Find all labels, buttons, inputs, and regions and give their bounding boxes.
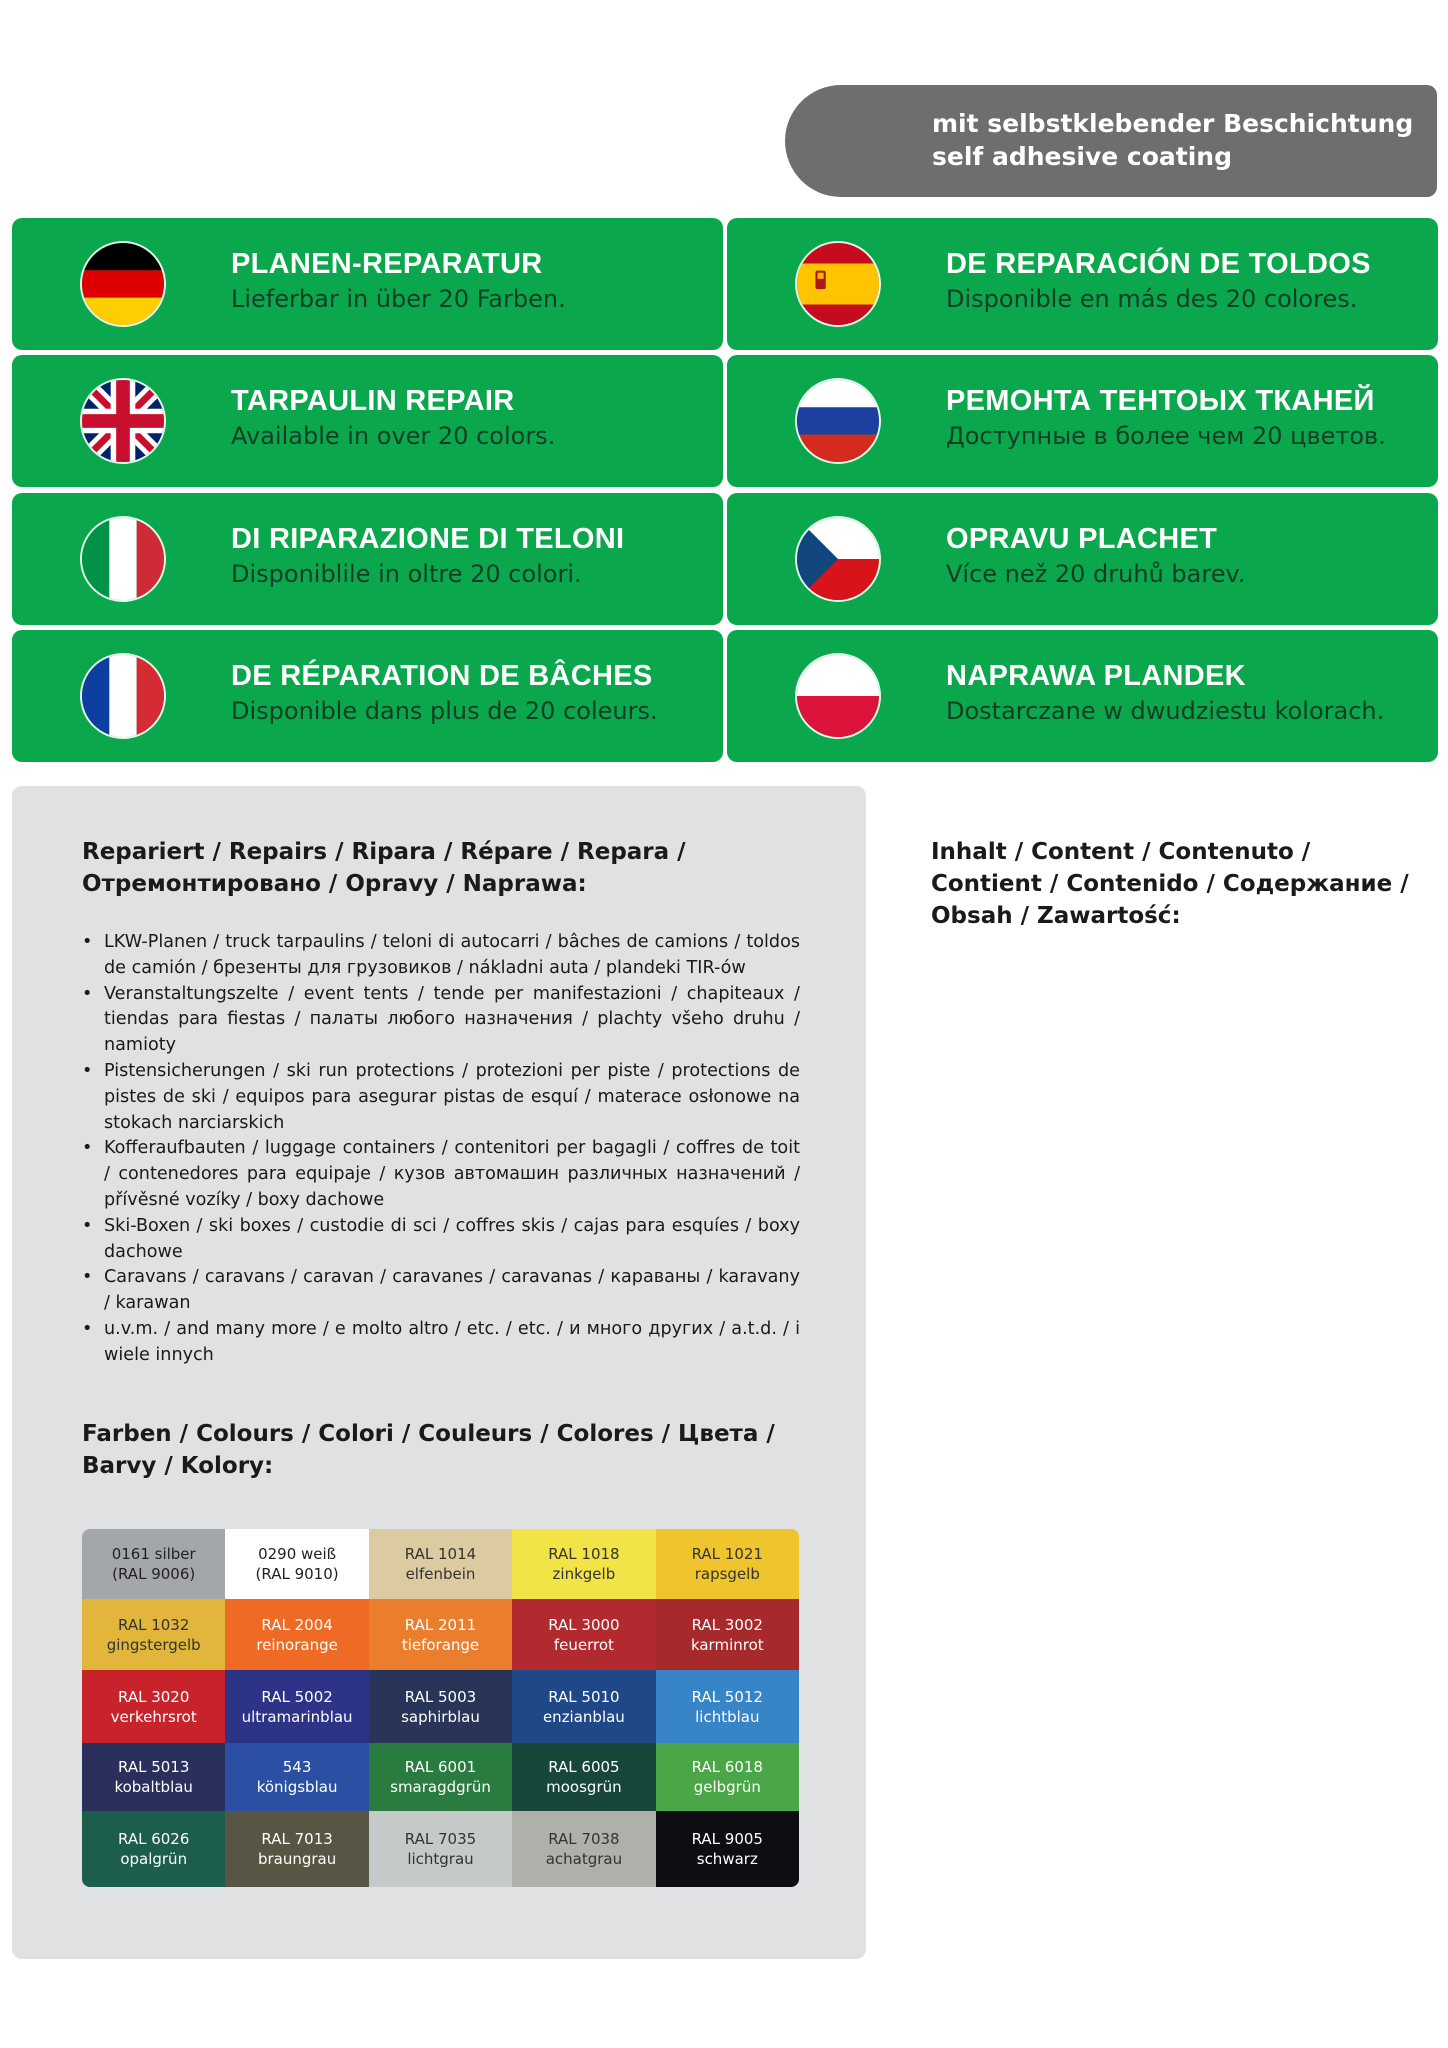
- list-item: • Kofferaufbauten / luggage containers / contenitori per bagagli / coffres de toit / contenedores para equipaje / кузов автомашин различных назначений / přívěsné vozíky / boxy dachowe: [82, 1136, 800, 1213]
- coating-label-de: mit selbstklebender Beschichtung: [932, 109, 1414, 138]
- swatch-code: RAL 1014: [404, 1545, 477, 1563]
- swatch-code: RAL 2011: [404, 1615, 477, 1634]
- colour-swatch: [512, 1811, 655, 1887]
- italy-flag-icon: [82, 518, 164, 600]
- card-title: TARPAULIN REPAIR: [231, 385, 515, 417]
- swatch-name: rapsgelb: [694, 1565, 760, 1583]
- colours-heading-line2: Barvy / Kolory:: [82, 1453, 274, 1479]
- card-subtitle: Dostarczane w dwudziestu kolorach.: [946, 697, 1385, 725]
- colour-swatch: [82, 1529, 225, 1599]
- colour-swatch: [225, 1599, 368, 1670]
- list-item: • Ski-Boxen / ski boxes / custodie di sci / coffres skis / cajas para esquíes / boxy dachowe: [82, 1214, 800, 1266]
- card-subtitle: Disponible dans plus de 20 coleurs.: [231, 697, 658, 725]
- language-card-spanish: [727, 218, 1438, 350]
- card-subtitle: Disponiblile in oltre 20 colori.: [231, 560, 582, 588]
- list-item: • LKW-Planen / truck tarpaulins / teloni di autocarri / bâches de camions / toldos de camión / брезенты для грузовиков / nákladni auta / plandeki TIR-ów: [82, 930, 800, 982]
- language-card-russian: [727, 355, 1438, 487]
- colour-swatch: [369, 1811, 512, 1887]
- coating-label-en: self adhesive coating: [932, 142, 1232, 171]
- swatch-name: ultramarinblau: [241, 1707, 353, 1726]
- card-title: OPRAVU PLACHET: [946, 523, 1218, 555]
- swatch-code: RAL 1032: [118, 1615, 190, 1634]
- swatch-code: RAL 2004: [261, 1615, 333, 1634]
- swatch-name: lichtgrau: [407, 1850, 474, 1868]
- contents-heading-line3: Obsah / Zawartość:: [931, 903, 1181, 929]
- swatch-name: reinorange: [256, 1635, 338, 1654]
- colour-swatch: [369, 1670, 512, 1743]
- swatch-name: karminrot: [690, 1635, 764, 1654]
- colour-swatch: [82, 1811, 225, 1887]
- colour-swatch: [225, 1743, 368, 1811]
- colour-swatch: [512, 1599, 655, 1670]
- card-title: PLANEN-REPARATUR: [231, 248, 543, 280]
- card-subtitle: Disponible en más des 20 colores.: [946, 285, 1358, 313]
- swatch-code: RAL 3002: [691, 1615, 763, 1634]
- swatch-name: saphirblau: [401, 1707, 480, 1726]
- colour-swatch: [369, 1743, 512, 1811]
- swatch-code: RAL 7038: [548, 1830, 620, 1848]
- colour-swatch: [656, 1811, 799, 1887]
- swatch-name: smaragdgrün: [390, 1778, 491, 1796]
- contents-heading-line2: Contient / Contenido / Содержание /: [931, 871, 1409, 897]
- swatch-name: kobaltblau: [114, 1778, 193, 1796]
- list-item: • Veranstaltungszelte / event tents / tende per manifestazioni / chapiteaux / tiendas para fiestas / палаты любого назначения / plachty všeho druhu / namioty: [82, 982, 800, 1059]
- swatch-name: opalgrün: [120, 1850, 188, 1868]
- colour-swatch: [82, 1599, 225, 1670]
- colour-swatch: [82, 1670, 225, 1743]
- list-item: • Caravans / caravans / caravan / caravanes / caravanas / караваны / karavany / karawan: [82, 1265, 800, 1317]
- swatch-code: RAL 1021: [691, 1545, 763, 1563]
- swatch-code: RAL 5013: [118, 1758, 190, 1776]
- card-title: DI RIPARAZIONE DI TELONI: [231, 523, 625, 555]
- swatch-name: feuerrot: [553, 1635, 614, 1654]
- swatch-name: braungrau: [257, 1850, 337, 1868]
- swatch-name: moosgrün: [546, 1778, 622, 1796]
- colours-heading-line1: Farben / Colours / Colori / Couleurs / Colores / Цвета /: [82, 1421, 775, 1447]
- colour-swatch: [512, 1529, 655, 1599]
- colour-swatch: [82, 1743, 225, 1811]
- card-title: РЕМОНТА ТЕНТОЫХ ТКАНЕЙ: [946, 385, 1375, 417]
- czech-flag-icon: [797, 518, 879, 600]
- card-subtitle: Доступные в более чем 20 цветов.: [946, 422, 1386, 450]
- swatch-code: RAL 9005: [691, 1830, 763, 1848]
- swatch-name: tieforange: [401, 1635, 480, 1654]
- swatch-name: gelbgrün: [693, 1778, 761, 1796]
- language-card-czech: [727, 493, 1438, 625]
- swatch-code: RAL 6005: [548, 1758, 620, 1776]
- swatch-name: elfenbein: [405, 1565, 476, 1583]
- swatch-code: RAL 3020: [118, 1687, 190, 1706]
- swatch-name: (RAL 9006): [112, 1565, 196, 1583]
- language-card-polish: [727, 630, 1438, 762]
- card-subtitle: Více než 20 druhů barev.: [946, 560, 1246, 588]
- swatch-code: RAL 7035: [404, 1830, 477, 1848]
- card-title: DE RÉPARATION DE BÂCHES: [231, 660, 653, 692]
- colour-swatch: [369, 1599, 512, 1670]
- colour-swatch: [656, 1743, 799, 1811]
- swatch-name: lichtblau: [695, 1707, 760, 1726]
- language-card-italian: [12, 493, 723, 625]
- swatch-name: achatgrau: [545, 1850, 623, 1868]
- swatch-code: RAL 5012: [691, 1687, 763, 1706]
- germany-flag-icon: [82, 243, 164, 325]
- card-subtitle: Lieferbar in über 20 Farben.: [231, 285, 566, 313]
- spain-flag-icon: [797, 243, 879, 325]
- russia-flag-icon: [797, 380, 879, 462]
- colour-swatch: [512, 1670, 655, 1743]
- language-card-french: [12, 630, 723, 762]
- colour-swatch: [369, 1529, 512, 1599]
- swatch-code: RAL 6018: [691, 1758, 763, 1776]
- card-title: NAPRAWA PLANDEK: [946, 660, 1246, 692]
- swatch-name: gingstergelb: [106, 1635, 201, 1654]
- swatch-code: RAL 1018: [548, 1545, 620, 1563]
- swatch-name: königsblau: [256, 1778, 338, 1796]
- swatch-code: 0290 weiß: [258, 1545, 337, 1563]
- repairs-heading: [82, 836, 686, 900]
- language-card-english: [12, 355, 723, 487]
- colour-swatch: [225, 1529, 368, 1599]
- uk-flag-icon: [82, 380, 164, 462]
- repairs-list: [82, 930, 800, 1369]
- swatch-name: verkehrsrot: [110, 1707, 197, 1726]
- colour-swatch: [656, 1670, 799, 1743]
- swatch-name: enzianblau: [542, 1707, 625, 1726]
- contents-heading: [931, 836, 1409, 932]
- swatch-code: RAL 6026: [118, 1830, 190, 1848]
- list-item: • Pistensicherungen / ski run protections / protezioni per piste / protections de pistes de ski / equipos para asegurar pistas de esquí / materace osłonowe na stokach narciarskich: [82, 1059, 800, 1136]
- colour-swatch: [225, 1670, 368, 1743]
- swatch-name: zinkgelb: [552, 1565, 616, 1583]
- language-card-german: [12, 218, 723, 350]
- france-flag-icon: [82, 655, 164, 737]
- card-title: DE REPARACIÓN DE TOLDOS: [946, 248, 1371, 280]
- swatch-name: (RAL 9010): [255, 1565, 339, 1583]
- repairs-heading-line1: Repariert / Repairs / Ripara / Répare / Repara /: [82, 839, 686, 865]
- swatch-code: RAL 5002: [261, 1687, 333, 1706]
- colour-swatch: [656, 1599, 799, 1670]
- colour-swatch: [225, 1811, 368, 1887]
- coating-label: [785, 85, 1437, 197]
- repairs-heading-line2: Отремонтировано / Opravy / Naprawa:: [82, 871, 587, 897]
- swatch-code: RAL 5003: [404, 1687, 477, 1706]
- swatch-code: RAL 6001: [404, 1758, 477, 1776]
- colours-heading: [82, 1418, 775, 1482]
- swatch-code: RAL 5010: [548, 1687, 620, 1706]
- contents-heading-line1: Inhalt / Content / Contenuto /: [931, 839, 1311, 865]
- list-item: • u.v.m. / and many more / e molto altro / etc. / etc. / и много других / a.t.d. / i wiele innych: [82, 1317, 800, 1369]
- poland-flag-icon: [797, 655, 879, 737]
- colour-swatch-grid: [82, 1529, 799, 1887]
- swatch-code: 543: [282, 1758, 312, 1776]
- swatch-code: 0161 silber: [111, 1545, 196, 1563]
- colour-swatch: [512, 1743, 655, 1811]
- card-subtitle: Available in over 20 colors.: [231, 422, 556, 450]
- swatch-name: schwarz: [696, 1850, 758, 1868]
- swatch-code: RAL 7013: [261, 1830, 333, 1848]
- swatch-code: RAL 3000: [548, 1615, 620, 1634]
- colour-swatch: [656, 1529, 799, 1599]
